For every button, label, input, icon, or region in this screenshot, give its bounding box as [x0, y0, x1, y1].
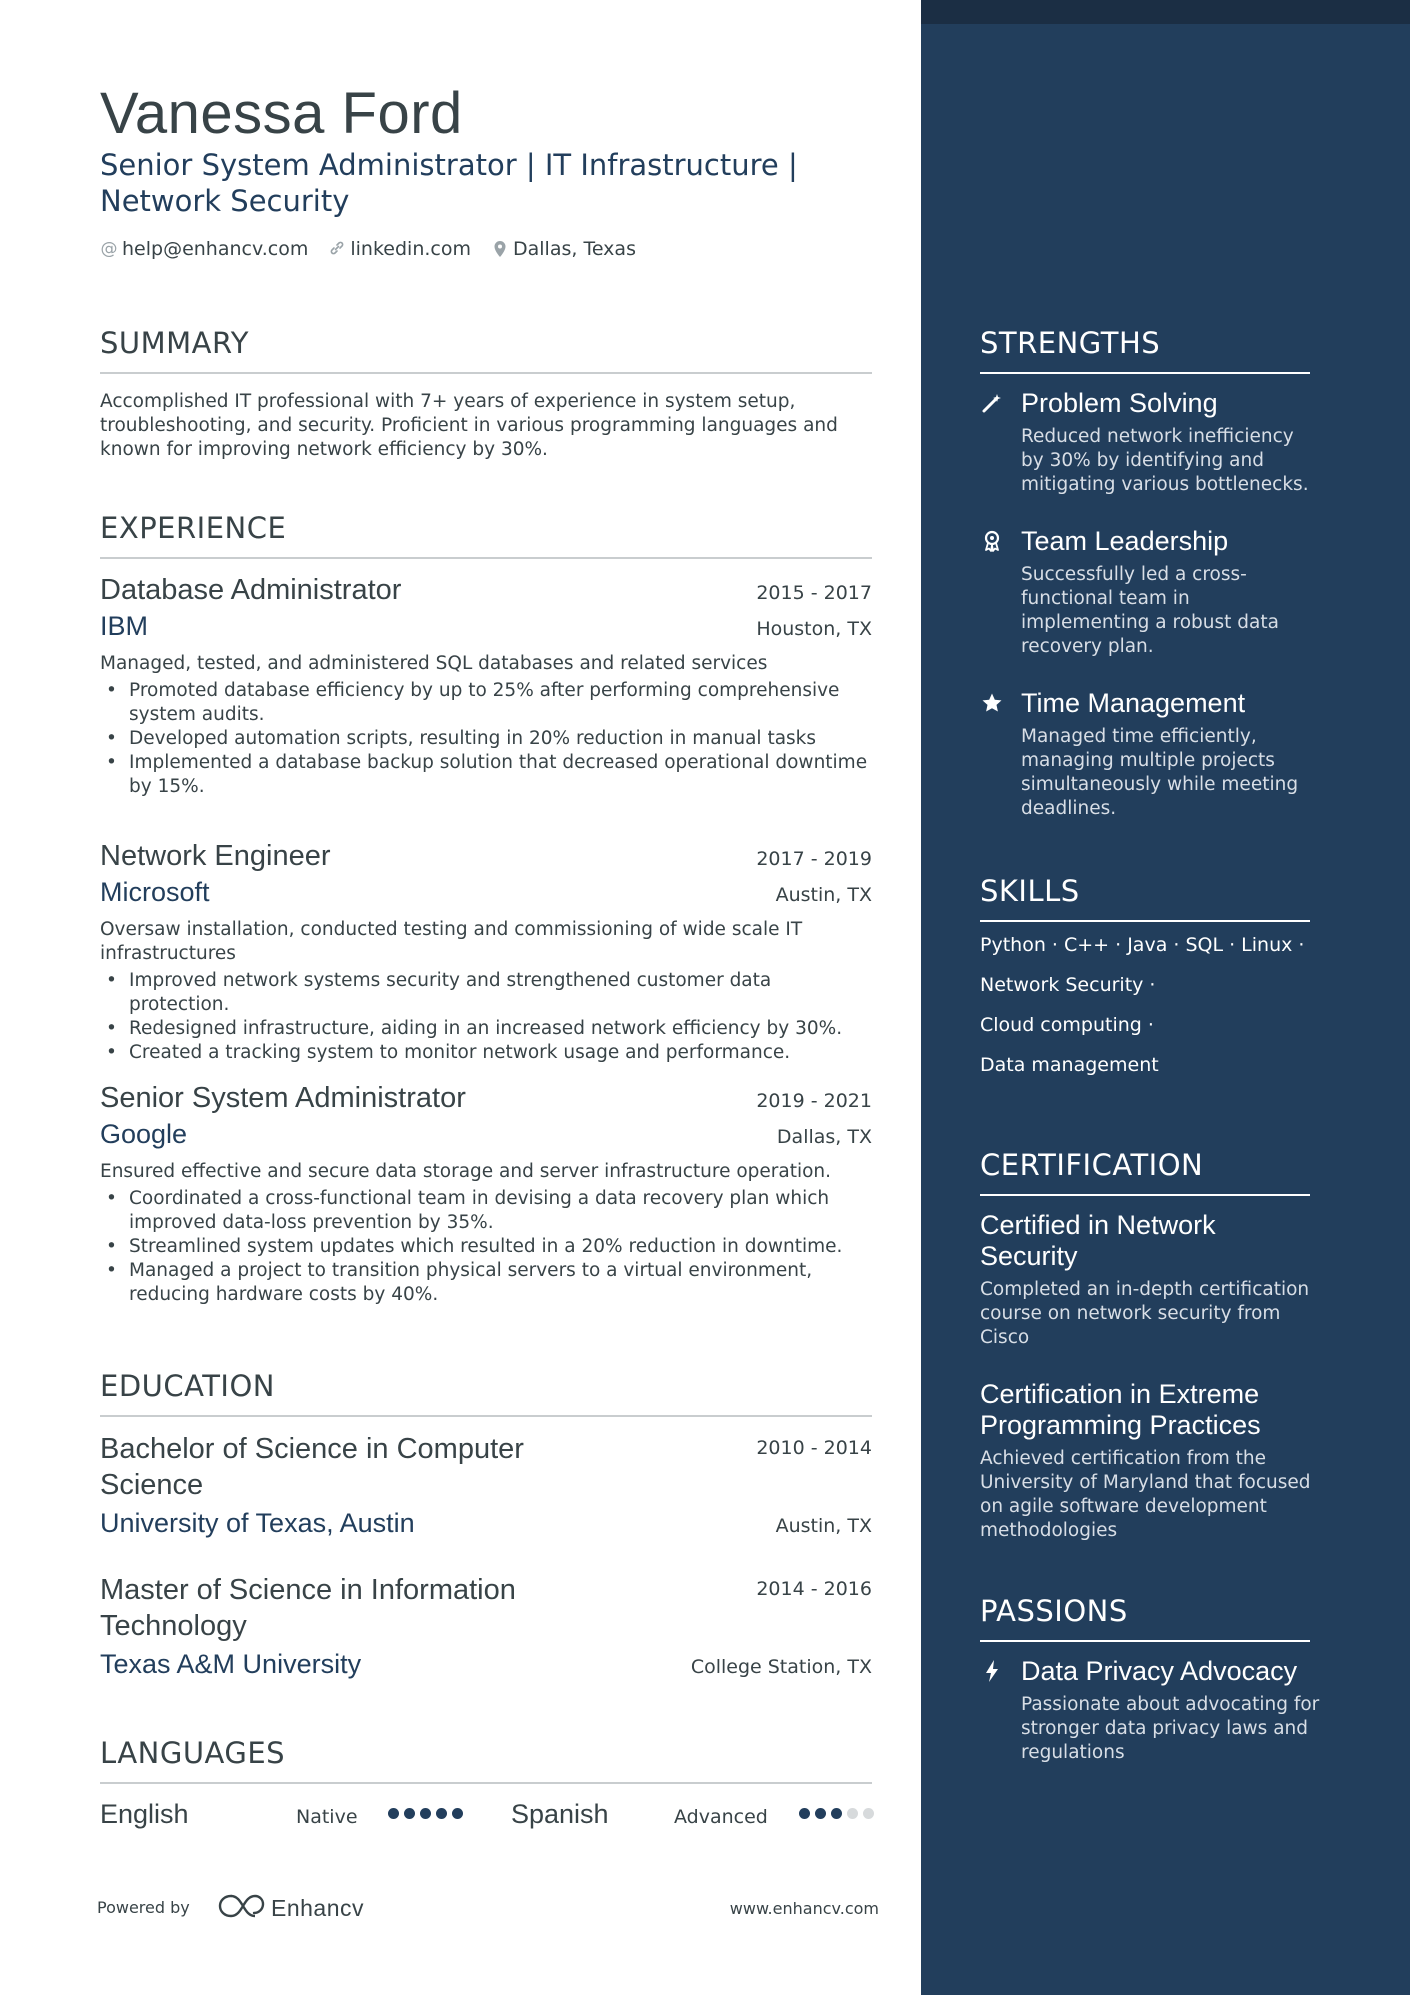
school-name: Texas A&M University [100, 1649, 362, 1679]
skill-line: Cloud computing · [980, 1014, 1154, 1036]
job-location: Houston, TX [756, 618, 872, 640]
magic-wand-icon [980, 391, 1004, 415]
certification-description: Achieved certification from the University of Maryland that focused on agile software development methodologies [980, 1448, 1311, 1541]
passion-item [980, 1654, 1320, 1765]
job-company: IBM [100, 611, 149, 641]
contact-bar [100, 238, 656, 260]
job-dates: 2015 - 2017 [756, 582, 872, 604]
language-name: Spanish [511, 1799, 609, 1829]
strength-item [980, 386, 1320, 497]
language-level: Advanced [674, 1806, 768, 1828]
degree-title: Master of Science in Information Technology [100, 1574, 516, 1642]
job-bullet: • Created a tracking system to monitor network usage and performance. [100, 1041, 872, 1065]
job-bullet: • Coordinated a cross-functional team in devising a data recovery plan which improved data-loss prevention by 35%. [100, 1187, 872, 1235]
linkedin-text: linkedin.com [350, 238, 471, 260]
job-description: Oversaw installation, conducted testing and commissioning of wide scale IT infrastructures [100, 919, 803, 964]
passion-description: Passionate about advocating for stronger data privacy laws and regulations [1021, 1694, 1320, 1763]
rating-dot-filled [404, 1808, 415, 1819]
education-heading: EDUCATION [100, 1369, 872, 1417]
skill-line: Network Security · [980, 974, 1156, 996]
rating-dot-filled [799, 1808, 810, 1819]
job-title: Network Engineer [100, 840, 331, 872]
enhancv-logo[interactable] [217, 1893, 364, 1923]
passion-title: Data Privacy Advocacy [1021, 1656, 1298, 1686]
language-rating [388, 1808, 468, 1819]
job-bullet: • Developed automation scripts, resulting in 20% reduction in manual tasks [100, 727, 872, 751]
job-entry [100, 572, 872, 799]
at-icon: @ [100, 239, 118, 259]
rating-dot-empty [847, 1808, 858, 1819]
degree-title: Bachelor of Science in Computer Science [100, 1433, 524, 1501]
language-name: English [100, 1799, 189, 1829]
contact-linkedin[interactable] [328, 238, 471, 260]
location-text: Dallas, Texas [513, 238, 636, 260]
school-location: Austin, TX [775, 1515, 872, 1537]
sidebar [921, 0, 1410, 1995]
job-entry [100, 1080, 872, 1307]
language-rating [799, 1808, 879, 1819]
job-description: Managed, tested, and administered SQL databases and related services [100, 653, 768, 674]
rating-dot-filled [420, 1808, 431, 1819]
summary-text: Accomplished IT professional with 7+ years of experience in system setup, troubleshooting, and security. Proficient in various programming languages and known for improving network efficiency by 30%. [100, 391, 838, 460]
job-location: Austin, TX [775, 884, 872, 906]
education-dates: 2010 - 2014 [756, 1437, 872, 1459]
email-text: help@enhancv.com [122, 238, 309, 260]
lightning-icon [980, 1659, 1004, 1683]
job-location: Dallas, TX [776, 1126, 872, 1148]
rating-dot-filled [831, 1808, 842, 1819]
job-dates: 2019 - 2021 [756, 1090, 872, 1112]
website-link[interactable]: www.enhancv.com [729, 1899, 879, 1918]
strength-item [980, 524, 1320, 659]
rating-dot-filled [452, 1808, 463, 1819]
experience-heading: EXPERIENCE [100, 511, 872, 559]
rating-dot-filled [436, 1808, 447, 1819]
enhancv-brand: Enhancv [271, 1894, 365, 1921]
job-title: Senior System Administrator [100, 1082, 466, 1114]
languages-heading: LANGUAGES [100, 1736, 872, 1784]
job-title: Database Administrator [100, 574, 402, 606]
job-bullets [100, 679, 872, 799]
job-dates: 2017 - 2019 [756, 848, 872, 870]
strength-description: Reduced network inefficiency by 30% by identifying and mitigating various bottlenecks. [1021, 426, 1309, 495]
skills-list [980, 925, 1320, 1085]
school-location: College Station, TX [690, 1656, 872, 1678]
skill-line: Python · C++ · Java · SQL · Linux · [980, 934, 1305, 956]
job-company: Google [100, 1119, 188, 1149]
education-entry [100, 1572, 872, 1682]
job-bullets [100, 1187, 872, 1307]
strength-title: Team Leadership [1021, 526, 1229, 556]
link-icon [328, 240, 346, 258]
job-company: Microsoft [100, 877, 210, 907]
certification-item [980, 1210, 1320, 1350]
job-entry [100, 838, 872, 1065]
award-icon [980, 529, 1004, 553]
education-dates: 2014 - 2016 [756, 1578, 872, 1600]
education-entry [100, 1431, 872, 1541]
powered-by-text: Powered by [97, 1898, 190, 1917]
school-name: University of Texas, Austin [100, 1508, 415, 1538]
strengths-heading: STRENGTHS [980, 326, 1310, 374]
job-description: Ensured effective and secure data storage and server infrastructure operation. [100, 1161, 832, 1182]
enhancv-logo-icon [217, 1893, 265, 1923]
strength-title: Time Management [1021, 688, 1246, 718]
rating-dot-filled [815, 1808, 826, 1819]
location-pin-icon [491, 240, 509, 258]
job-bullet: • Improved network systems security and strengthened customer data protection. [100, 969, 872, 1017]
strength-item [980, 686, 1320, 821]
sidebar-top-band [921, 0, 1410, 24]
job-bullet: • Redesigned infrastructure, aiding in an increased network efficiency by 30%. [100, 1017, 872, 1041]
passions-heading: PASSIONS [980, 1594, 1310, 1642]
skill-line: Data management [980, 1054, 1159, 1076]
certification-item [980, 1379, 1320, 1543]
footer [97, 1893, 879, 1923]
languages-list [100, 1799, 872, 1831]
job-bullet: • Implemented a database backup solution that decreased operational downtime by 15%. [100, 751, 872, 799]
certification-title: Certified in Network Security [980, 1210, 1216, 1271]
contact-location [491, 238, 636, 260]
certification-heading: CERTIFICATION [980, 1148, 1310, 1196]
strength-description: Managed time efficiently, managing multiple projects simultaneously while meeting deadlines. [1021, 726, 1299, 819]
job-bullet: • Promoted database efficiency by up to 25% after performing comprehensive system audits. [100, 679, 872, 727]
job-bullets [100, 969, 872, 1065]
star-icon [980, 691, 1004, 715]
candidate-name: Vanessa Ford [100, 81, 463, 146]
skills-heading: SKILLS [980, 874, 1310, 922]
job-bullet: • Managed a project to transition physical servers to a virtual environment, reducing hardware costs by 40%. [100, 1259, 872, 1307]
contact-email[interactable] [100, 238, 308, 260]
language-level: Native [296, 1806, 358, 1828]
summary-heading: SUMMARY [100, 326, 872, 374]
rating-dot-empty [863, 1808, 874, 1819]
certification-title: Certification in Extreme Programming Practices [980, 1379, 1261, 1440]
job-bullet: • Streamlined system updates which resulted in a 20% reduction in downtime. [100, 1235, 872, 1259]
candidate-title: Senior System Administrator | IT Infrastructure | Network Security [100, 148, 798, 218]
strength-title: Problem Solving [1021, 388, 1218, 418]
certification-description: Completed an in-depth certification course on network security from Cisco [980, 1279, 1310, 1348]
strength-description: Successfully led a cross-functional team in implementing a robust data recovery plan. [1021, 564, 1279, 657]
rating-dot-filled [388, 1808, 399, 1819]
